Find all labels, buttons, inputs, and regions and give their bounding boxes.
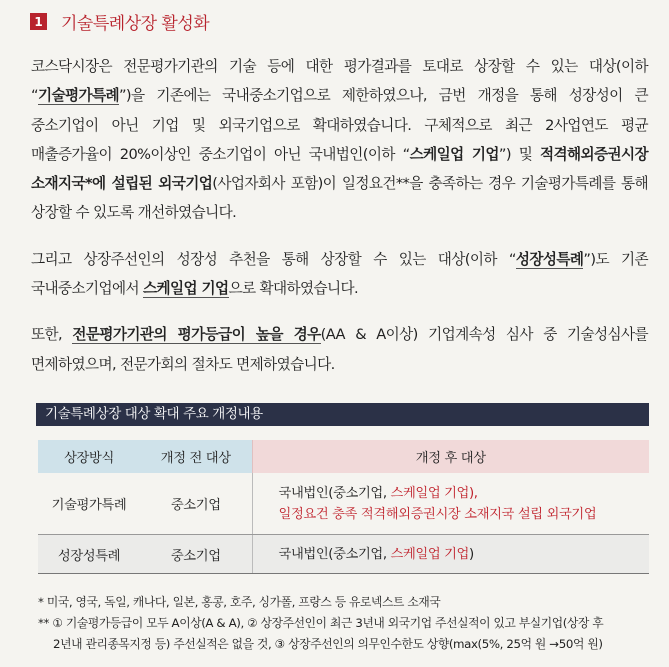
row1-before: 중소기업 <box>140 473 252 535</box>
section-title: 기술특례상장 활성화 <box>61 14 210 34</box>
footnote-2b: 2년내 관리종목지정 등) 주선실적은 없을 것, ③ 상장주선인의 의무인수한도 상향(max(5%, 25억 원 →50억 원) <box>53 637 603 651</box>
p2-term-scaleup: 스케일업 기업 <box>143 280 229 298</box>
p3-text-c: (AA & A이상) 기업계속성 심사 중 기술성심사를 면제하였으며, 전문가회의 절차도 면제하였습니다. <box>31 326 648 373</box>
row1-after <box>252 473 649 535</box>
body-text <box>31 52 648 379</box>
p3-term-rating: 전문평가기관의 평가등급이 높을 경우 <box>72 326 321 344</box>
p1-text-g: (사업자회사 포함)이 일정요건**을 충족하는 경우 기술평가특례를 통해 상장할 수 있도록 개선하였습니다. <box>31 175 649 222</box>
table-row <box>38 473 649 535</box>
p1-text-c: ”)을 기존에는 국내중소기업으로 제한하였으나, 금번 개정을 통해 성장성이 큰 중소기업이 아닌 기업 및 외국기업으로 확대하였습니다. 구체적으로 최근 2사업연도 평균 매출증가율이 20%이상인 중소기업이 아닌 국내법인(이하 “ <box>31 87 648 163</box>
footnote-2a: ** ① 기술평가등급이 모두 A이상(A & A), ② 상장주선인이 최근 3년내 외국기업 주선실적이 있고 부실기업(상장 후 <box>38 616 604 630</box>
row2-after-b: 스케일업 기업 <box>390 546 469 562</box>
header-before: 개정 전 대상 <box>140 440 252 473</box>
section-header <box>30 9 209 34</box>
table-row <box>38 535 649 574</box>
row2-after <box>252 535 649 574</box>
table-title: 기술특례상장 대상 확대 주요 개정내용 <box>36 403 649 426</box>
footnotes <box>38 592 653 655</box>
p2-text-e: 으로 확대하였습니다. <box>228 280 359 298</box>
row2-after-c: ) <box>469 546 474 562</box>
table-header-row <box>38 440 649 473</box>
comparison-table <box>38 440 649 574</box>
p1-term-foreign: 적격해외증권시장 소재지국*에 설립된 외국기업 <box>31 145 648 193</box>
p1-text-e: ”) 및 <box>498 145 541 163</box>
row1-method: 기술평가특례 <box>38 473 140 535</box>
paragraph-2 <box>31 245 648 304</box>
row1-after-b: 스케일업 기업), <box>390 486 478 501</box>
p1-term-scaleup: 스케일업 기업 <box>409 145 499 163</box>
p2-term-growth: 성장성특례 <box>515 250 584 268</box>
row2-method: 성장성특례 <box>38 535 140 574</box>
section-number-badge: 1 <box>30 13 47 30</box>
p2-text-a: 그리고 상장주선인의 성장성 추천을 통해 상장할 수 있는 대상(이하 “ <box>31 250 516 268</box>
row1-after-c: 일정요건 충족 적격해외증권시장 소재지국 설립 외국기업 <box>278 507 597 522</box>
paragraph-1 <box>31 52 648 228</box>
row2-after-a: 국내법인(중소기업, <box>278 546 391 562</box>
paragraph-3 <box>31 320 648 379</box>
footnote-1: * 미국, 영국, 독일, 캐나다, 일본, 홍콩, 호주, 싱가폴, 프랑스 등 유로넥스트 소재국 <box>38 595 441 609</box>
row2-before: 중소기업 <box>140 535 252 574</box>
p1-term-tech-eval: 기술평가특례 <box>37 87 119 105</box>
header-method: 상장방식 <box>38 440 140 473</box>
p3-text-a: 또한, <box>31 326 73 344</box>
p2-text-c: ”)도 기존 국내중소기업에서 <box>31 250 648 298</box>
header-after: 개정 후 대상 <box>252 440 649 473</box>
row1-after-a: 국내법인(중소기업, <box>278 486 391 501</box>
p1-text-a: 코스닥시장은 전문평가기관의 기술 등에 대한 평가결과를 토대로 상장할 수 있는 대상(이하 “ <box>31 58 648 105</box>
